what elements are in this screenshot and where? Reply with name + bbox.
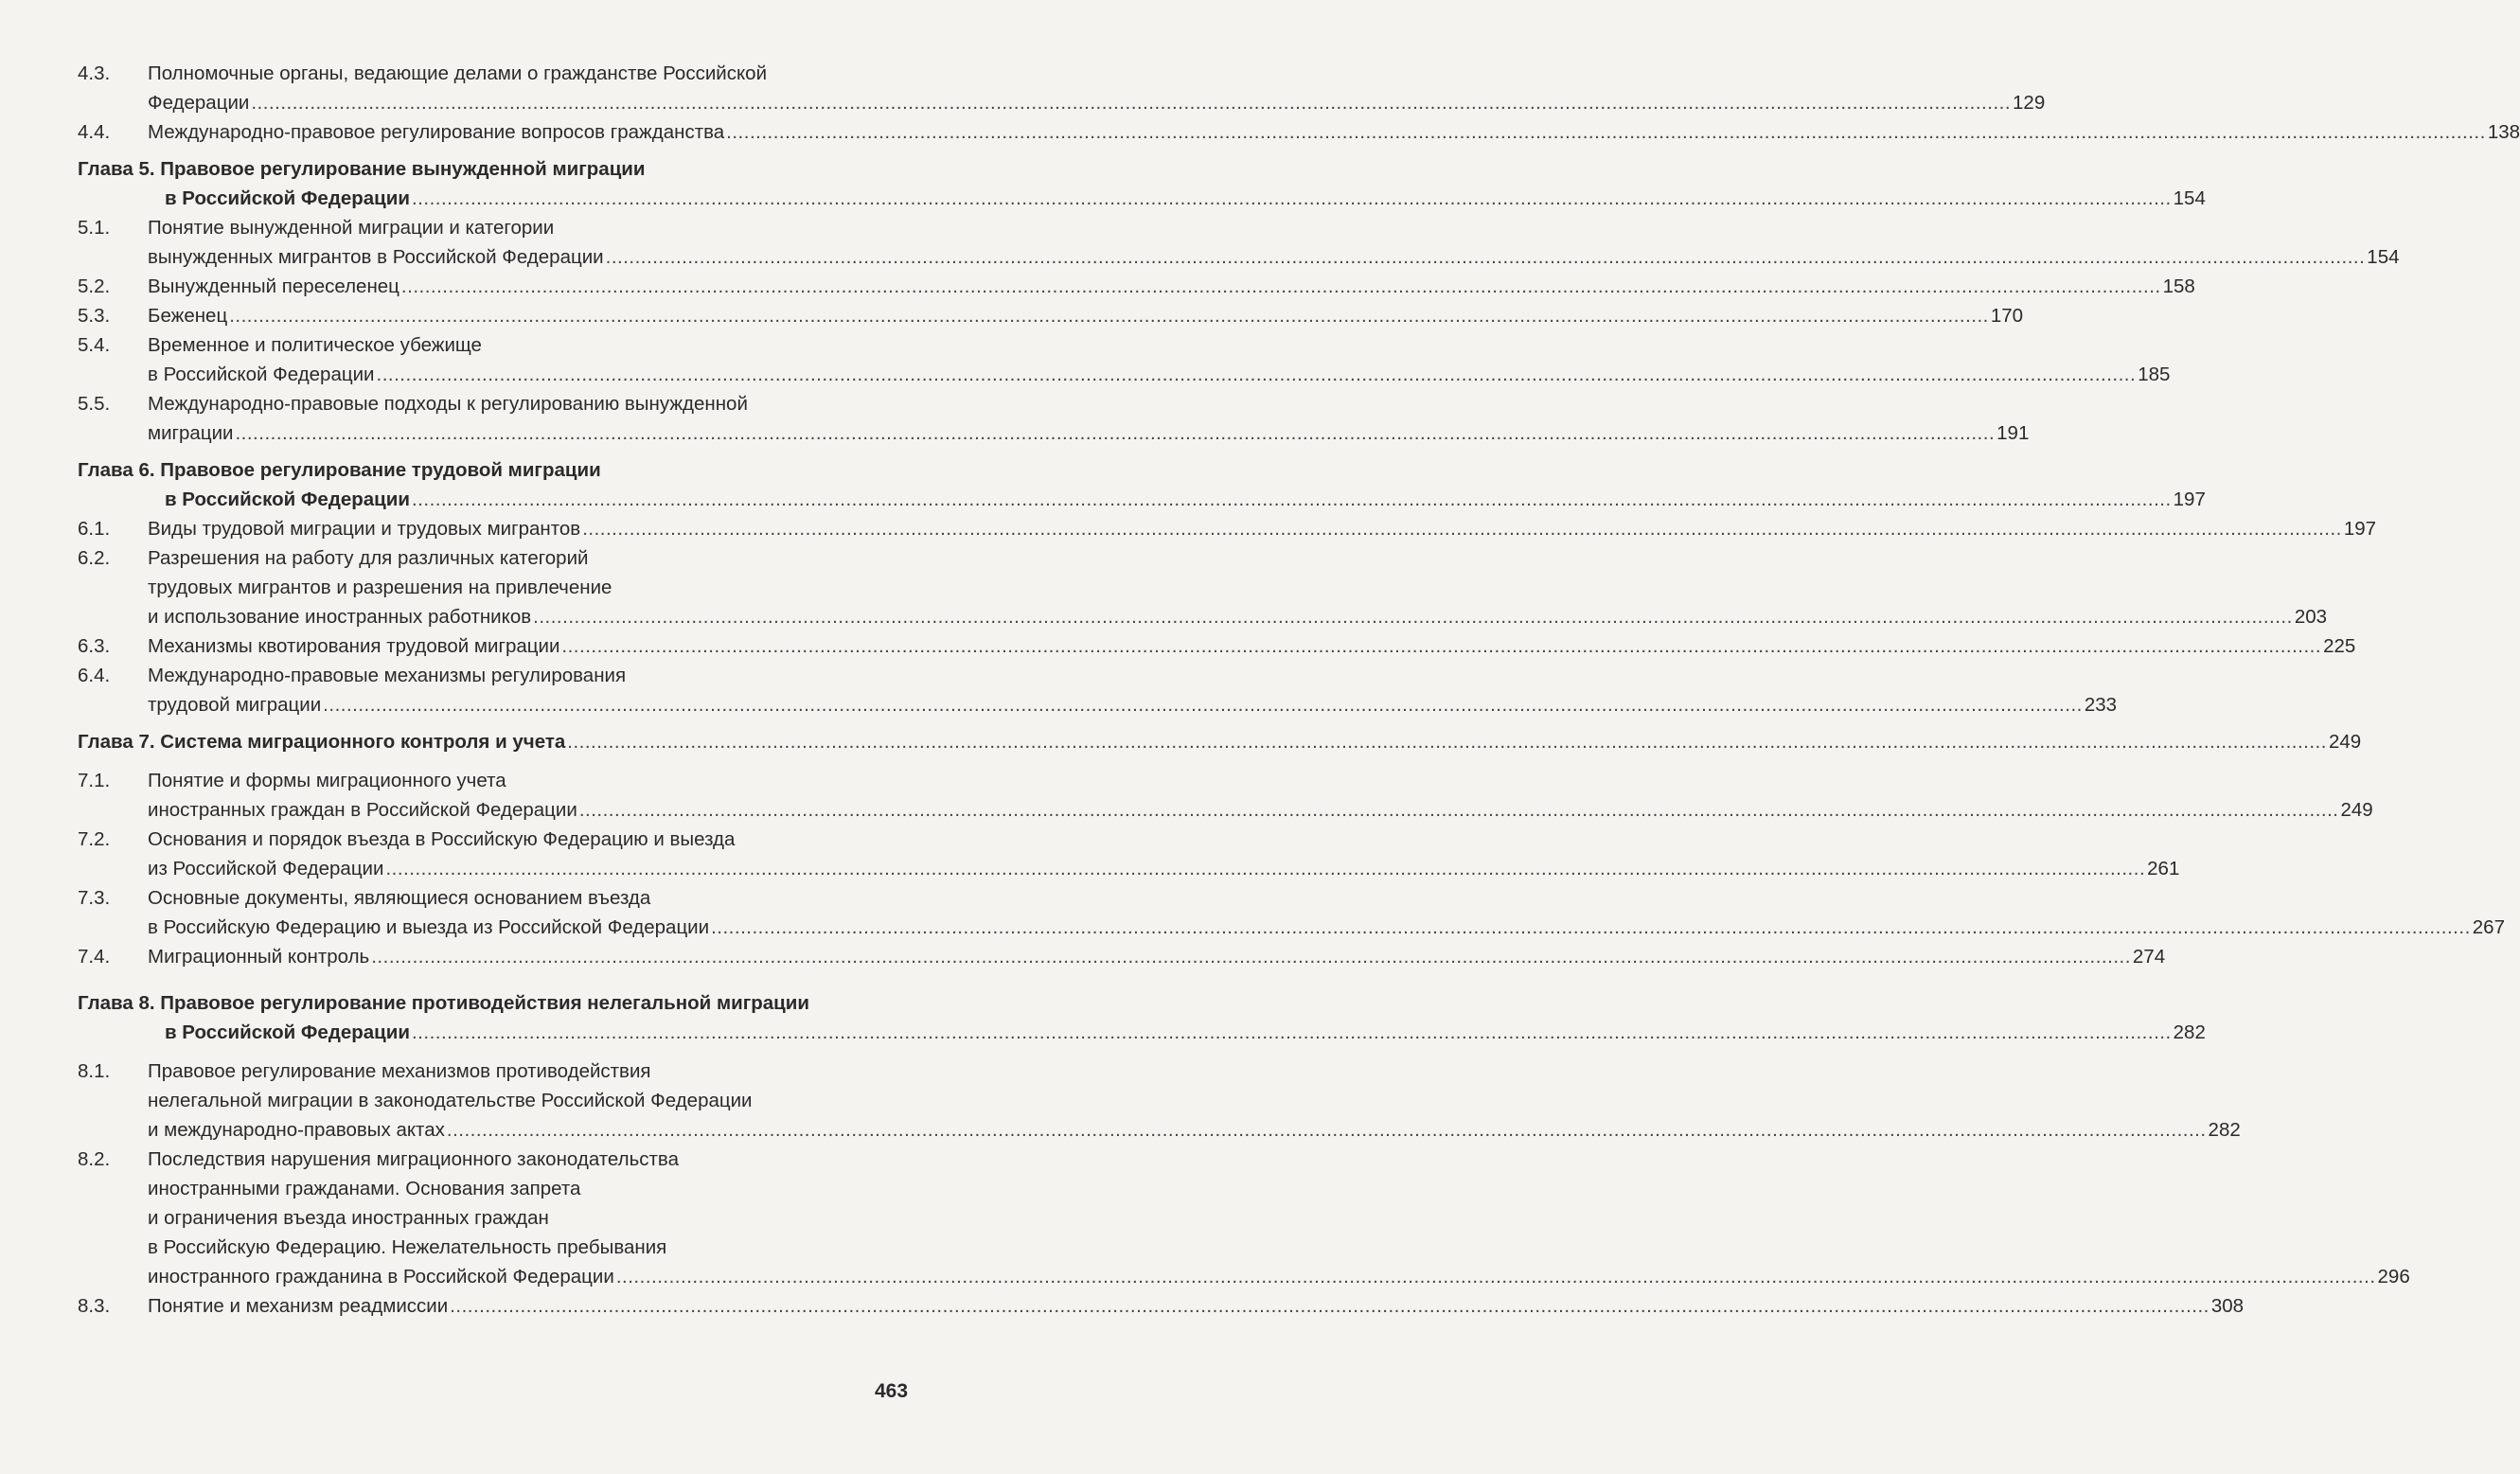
entry-title-line: в Российской Федерации <box>148 364 375 385</box>
entry-title-line: Полномочные органы, ведающие делами о гражданстве Российской <box>148 62 768 84</box>
entry-number: 4.4. <box>78 121 111 143</box>
entry-title-line: Последствия нарушения миграционного законодательства <box>148 1148 679 1170</box>
toc-entry-8-2 <box>78 1145 2410 1291</box>
entry-title-line: иностранными гражданами. Основания запрета <box>148 1178 581 1199</box>
toc-entry-6-4 <box>78 661 2118 719</box>
entry-title-line: Основные документы, являющиеся основанием въезда <box>148 887 651 909</box>
entry-page: 267 <box>2472 916 2505 938</box>
leader-dots <box>450 1291 2209 1321</box>
leader-dots <box>323 690 2083 719</box>
entry-page: 129 <box>2013 92 2046 114</box>
entry-page: 233 <box>2084 694 2118 716</box>
chapter-page: 154 <box>2173 187 2206 209</box>
leader-dots <box>412 485 2172 514</box>
entry-page: 282 <box>2208 1119 2241 1141</box>
toc-entry-5-5 <box>78 389 2030 448</box>
entry-page: 274 <box>2132 946 2166 968</box>
entry-number: 7.4. <box>78 946 111 968</box>
page-number: 463 <box>875 1380 909 1402</box>
leader-dots <box>401 272 2161 301</box>
entry-page: 197 <box>2343 518 2377 540</box>
entry-title-line: и международно-правовых актах <box>148 1119 445 1141</box>
entry-number: 5.1. <box>78 217 111 239</box>
entry-number: 5.5. <box>78 393 111 415</box>
entry-page: 203 <box>2294 606 2328 628</box>
leader-dots <box>447 1115 2207 1145</box>
chapter-page: 249 <box>2328 731 2362 753</box>
leader-dots <box>726 117 2486 147</box>
toc-entry-4-4 <box>78 117 2520 147</box>
entry-number: 6.4. <box>78 665 111 686</box>
entry-number: 5.3. <box>78 305 111 327</box>
toc-chapter-6 <box>78 455 2206 514</box>
entry-title-line: вынужденных мигрантов в Российской Федерации <box>148 246 604 268</box>
toc-entry-5-1 <box>78 213 2400 272</box>
table-of-contents <box>78 59 2520 1321</box>
entry-title-line: Временное и политическое убежище <box>148 334 482 356</box>
entry-title-line: и использование иностранных работников <box>148 606 532 628</box>
entry-page: 225 <box>2323 635 2356 657</box>
leader-dots <box>567 727 2327 756</box>
leader-dots <box>412 184 2172 213</box>
chapter-title-line: Глава 6. Правовое регулирование трудовой миграции <box>78 459 601 481</box>
entry-title-line: Правовое регулирование механизмов противодействия <box>148 1060 651 1082</box>
leader-dots <box>561 631 2321 661</box>
leader-dots <box>579 795 2339 825</box>
leader-dots <box>229 301 1989 330</box>
entry-title-line: Международно-правовые механизмы регулирования <box>148 665 627 686</box>
toc-chapter-8 <box>78 988 2206 1047</box>
chapter-title-line: Глава 5. Правовое регулирование вынужденной миграции <box>78 158 646 180</box>
entry-title-line: Понятие и формы миграционного учета <box>148 770 506 791</box>
entry-title-line: иностранных граждан в Российской Федерации <box>148 799 577 821</box>
entry-page: 185 <box>2138 364 2171 385</box>
entry-title-line: Международно-правовое регулирование вопросов гражданства <box>148 121 725 143</box>
leader-dots <box>371 942 2131 971</box>
entry-title-line: в Российскую Федерацию и выезда из Российской Федерации <box>148 916 710 938</box>
toc-entry-6-1 <box>78 514 2377 543</box>
chapter-page: 197 <box>2173 488 2206 510</box>
entry-page: 191 <box>1996 422 2030 444</box>
entry-title-line: Беженец <box>148 305 228 327</box>
entry-number: 6.1. <box>78 518 111 540</box>
entry-page: 261 <box>2147 858 2180 879</box>
entry-number: 5.4. <box>78 334 111 356</box>
entry-number: 7.3. <box>78 887 111 909</box>
entry-title-line: Понятие вынужденной миграции и категории <box>148 217 555 239</box>
toc-chapter-5 <box>78 154 2206 213</box>
entry-number: 5.2. <box>78 275 111 297</box>
entry-number: 6.3. <box>78 635 111 657</box>
toc-entry-5-2 <box>78 272 2195 301</box>
entry-title-line: из Российской Федерации <box>148 858 384 879</box>
leader-dots <box>377 360 2137 389</box>
leader-dots <box>412 1018 2172 1047</box>
toc-entry-7-1 <box>78 766 2373 825</box>
entry-page: 170 <box>1990 305 2024 327</box>
entry-title-line: нелегальной миграции в законодательстве Российской Федерации <box>148 1090 753 1111</box>
entry-title-line: Миграционный контроль <box>148 946 370 968</box>
toc-entry-6-3 <box>78 631 2356 661</box>
entry-title-line: Понятие и механизм реадмиссии <box>148 1295 449 1317</box>
entry-number: 7.2. <box>78 828 111 850</box>
leader-dots <box>711 913 2471 942</box>
entry-title-line: миграции <box>148 422 234 444</box>
entry-title-line: Основания и порядок въезда в Российскую Федерацию и выезда <box>148 828 736 850</box>
toc-entry-7-4 <box>78 942 2166 971</box>
entry-page: 154 <box>2367 246 2400 268</box>
leader-dots <box>582 514 2342 543</box>
entry-title-line: в Российскую Федерацию. Нежелательность пребывания <box>148 1236 667 1258</box>
leader-dots <box>235 418 1995 448</box>
entry-number: 7.1. <box>78 770 111 791</box>
toc-entry-5-4 <box>78 330 2171 389</box>
chapter-title-line: Глава 8. Правовое регулирование противодействия нелегальной миграции <box>78 992 809 1014</box>
toc-entry-6-2 <box>78 543 2328 631</box>
leader-dots <box>385 854 2145 883</box>
entry-title-line: Вынужденный переселенец <box>148 275 399 297</box>
leader-dots <box>606 242 2366 272</box>
entry-page: 296 <box>2377 1266 2410 1288</box>
entry-number: 8.2. <box>78 1148 111 1170</box>
entry-title-line: Федерации <box>148 92 250 114</box>
leader-dots <box>616 1262 2376 1291</box>
chapter-page: 282 <box>2173 1021 2206 1043</box>
entry-page: 138 <box>2487 121 2520 143</box>
toc-entry-5-3 <box>78 301 2024 330</box>
entry-page: 249 <box>2340 799 2373 821</box>
entry-number: 4.3. <box>78 62 111 84</box>
toc-entry-8-1 <box>78 1057 2241 1145</box>
chapter-title-line: в Российской Федерации <box>165 187 410 209</box>
entry-number: 8.1. <box>78 1060 111 1082</box>
toc-entry-7-3 <box>78 883 2505 942</box>
toc-entry-4-3 <box>78 59 2046 117</box>
entry-title-line: Разрешения на работу для различных категорий <box>148 547 589 569</box>
entry-page: 158 <box>2162 275 2195 297</box>
entry-title-line: трудовой миграции <box>148 694 322 716</box>
entry-title-line: трудовых мигрантов и разрешения на привлечение <box>148 577 612 598</box>
toc-entry-8-3 <box>78 1291 2245 1321</box>
leader-dots <box>251 88 2011 117</box>
entry-title-line: и ограничения въезда иностранных граждан <box>148 1207 549 1229</box>
toc-entry-7-2 <box>78 825 2180 883</box>
entry-number: 8.3. <box>78 1295 111 1317</box>
entry-number: 6.2. <box>78 547 111 569</box>
entry-title-line: Механизмы квотирования трудовой миграции <box>148 635 560 657</box>
entry-title-line: иностранного гражданина в Российской Федерации <box>148 1266 614 1288</box>
toc-chapter-7 <box>78 727 2362 756</box>
chapter-title-line: Глава 7. Система миграционного контроля и учета <box>78 731 566 753</box>
entry-page: 308 <box>2210 1295 2245 1317</box>
entry-title-line: Виды трудовой миграции и трудовых мигрантов <box>148 518 581 540</box>
leader-dots <box>533 602 2293 631</box>
chapter-title-line: в Российской Федерации <box>165 488 410 510</box>
chapter-title-line: в Российской Федерации <box>165 1021 410 1043</box>
entry-title-line: Международно-правовые подходы к регулированию вынужденной <box>148 393 748 415</box>
